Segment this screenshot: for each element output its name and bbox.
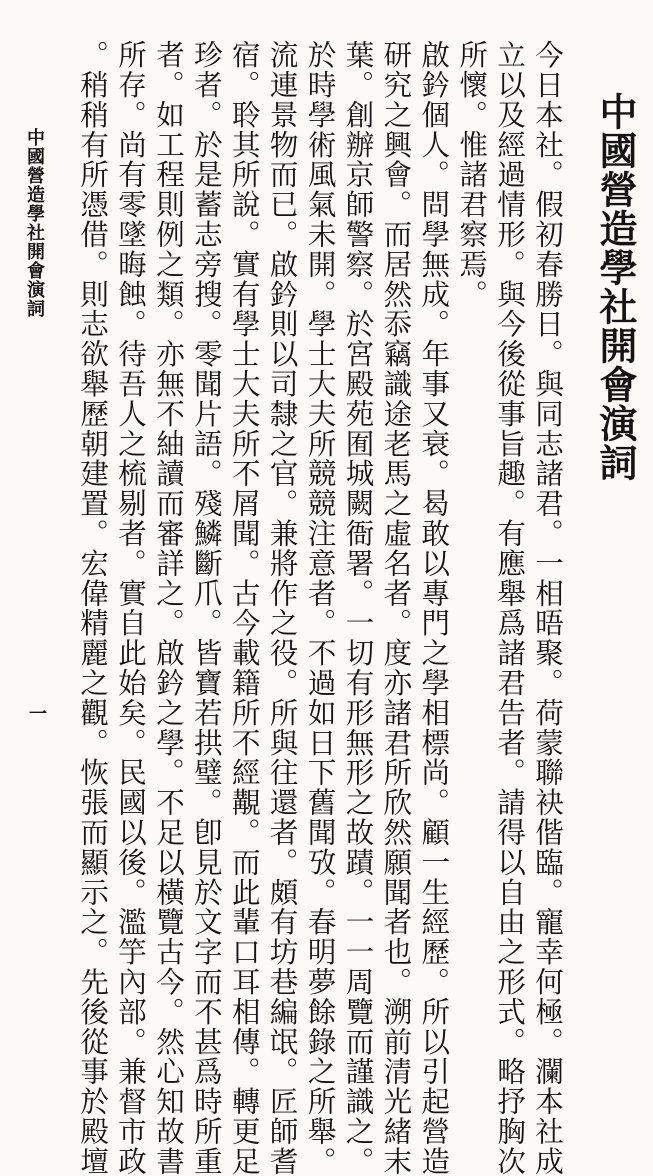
page-number: 一 [29, 704, 47, 725]
text-column: 立以及經過情形。與今後從事旨趣。有應舉爲諸君告者。請得以自由之形式。略抒胸次 [493, 40, 527, 1176]
text-column: 。稍稍有所憑借。則志欲舉歷朝建置。宏偉精麗之觀。恢張而顯示之。先後從事於殿壇 [76, 40, 110, 1176]
text-column: 所懷。惟諸君察焉。 [455, 40, 489, 310]
text-column: 者。如工程則例之類。亦無不紬讀而審詳之。啟鈐之學。不足以橫覽古今。然心知故書 [151, 40, 185, 1176]
text-column: 宿。聆其所說。實有學士大夫所不屑聞。古今載籍所不經覯。而此輩口耳相傳。轉更足 [227, 40, 261, 1176]
text-column: 所存。尚有零墜晦蝕。待吾人之梳剔者。實自此始矣。民國以後。濫竽內部。兼督市政 [114, 40, 148, 1176]
text-column: 珍者。於是蓄志旁搜。零聞片語。殘鱗斷爪。皆寶若拱璧。卽見於文字而不甚爲時所重 [189, 40, 223, 1176]
text-column: 研究之興會。而居然忝竊識途老馬之虛名者。度亦諸君所欣然願聞者也。溯前清光緒末 [379, 40, 413, 1176]
text-column: 流連景物而已。啟鈐則以司隸之官。兼將作之役。所與往還者。頗有坊巷編氓。匠師耆 [265, 40, 299, 1176]
running-head: 中國營造學社開會演詞 [24, 128, 45, 318]
body-text [76, 40, 566, 1176]
text-column: 啟鈐個人。問學無成。年事又衰。曷敢以專門之學相標尚。顧一生經歷。所以引起營造 [417, 40, 451, 1176]
page-title: 中國營造學社開會演詞 [593, 92, 638, 482]
text-column: 於時學術風氣未開。學士大夫所競競注意者。不過如日下舊聞攷。春明夢餘錄之所舉。 [303, 40, 337, 1176]
text-column: 今日本社。假初春勝日。與同志諸君。一相晤聚。荷蒙聯袂偕臨。寵幸何極。瀾本社成 [531, 40, 564, 1176]
text-column: 葉。創辦京師警察。於宮殿苑囿城闕衙署。一切有形無形之故蹟。一一周覽而謹識之。 [341, 40, 375, 1176]
